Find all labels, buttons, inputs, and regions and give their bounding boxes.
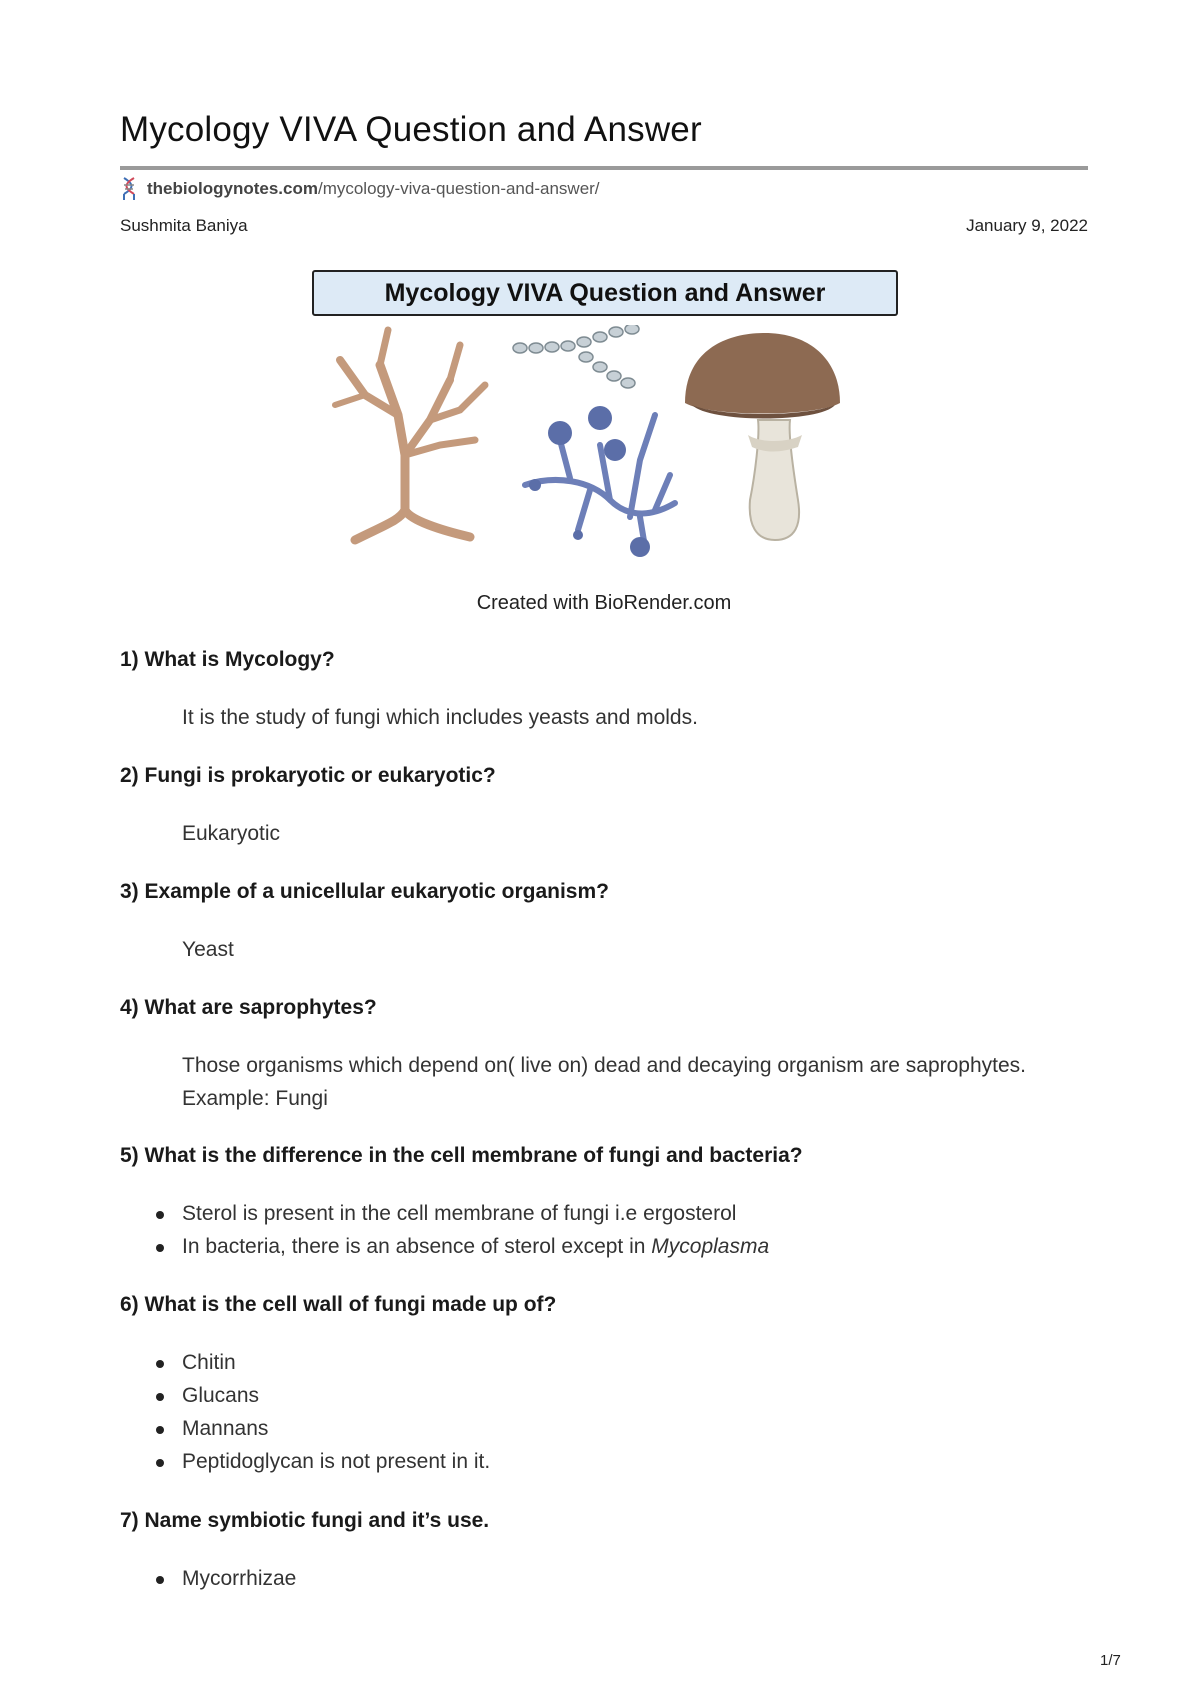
list-item (182, 1562, 1062, 1595)
answer-5-item-2: In bacteria, there is an absence of sterol except in (182, 1235, 646, 1258)
answer-1: It is the study of fungi which includes yeasts and molds. (182, 706, 698, 729)
mycoplasma-term: Mycoplasma (651, 1235, 770, 1258)
answer-6-item-2: Glucans (182, 1384, 260, 1407)
answer-5-list (182, 1197, 1062, 1263)
question-4: 4) What are saprophytes? (120, 996, 377, 1019)
figure-caption: Created with BioRender.com (476, 592, 732, 614)
mold-drawing (525, 406, 675, 557)
answer-3: Yeast (182, 938, 234, 961)
publish-date: January 9, 2022 (966, 216, 1088, 235)
question-2: 2) Fungi is prokaryotic or eukaryotic? (120, 764, 496, 787)
spore-chain-drawing (513, 325, 639, 388)
fungi-illustration (310, 325, 900, 565)
page-number: 1/7 (1100, 1652, 1121, 1669)
author: Sushmita Baniya (120, 216, 248, 235)
meta-row (120, 216, 1088, 236)
hyphae-drawing (335, 330, 485, 540)
source-link[interactable] (120, 177, 600, 201)
list-item (182, 1445, 1062, 1478)
question-6: 6) What is the cell wall of fungi made up of? (120, 1293, 557, 1316)
answer-7-list (182, 1562, 1062, 1595)
source-path[interactable]: /mycology-viva-question-and-answer/ (317, 179, 600, 198)
dna-icon (120, 177, 140, 201)
title-divider (120, 166, 1088, 170)
answer-2: Eukaryotic (182, 822, 281, 845)
answer-6-item-3: Mannans (182, 1417, 269, 1440)
question-5: 5) What is the difference in the cell membrane of fungi and bacteria? (120, 1144, 803, 1167)
source-site[interactable]: thebiologynotes.com (147, 179, 318, 198)
answer-7-item-1: Mycorrhizae (182, 1567, 297, 1590)
list-item (182, 1197, 1062, 1230)
figure-banner: Mycology VIVA Question and Answer (312, 270, 898, 316)
answer-6-item-4: Peptidoglycan is not present in it. (182, 1450, 491, 1473)
page-title: Mycology VIVA Question and Answer (120, 110, 702, 149)
list-item (182, 1230, 1062, 1263)
list-item (182, 1346, 1062, 1379)
question-3: 3) Example of a unicellular eukaryotic organism? (120, 880, 609, 903)
mushroom-drawing (685, 333, 840, 540)
list-item (182, 1412, 1062, 1445)
answer-6-list (182, 1346, 1062, 1478)
answer-6-item-1: Chitin (182, 1351, 236, 1374)
question-1: 1) What is Mycology? (120, 648, 335, 671)
answer-5-item-1: Sterol is present in the cell membrane of fungi i.e ergosterol (182, 1202, 737, 1225)
question-7: 7) Name symbiotic fungi and it’s use. (120, 1509, 490, 1532)
list-item (182, 1379, 1062, 1412)
answer-4: Those organisms which depend on( live on) dead and decaying organism are saprophytes. Example: Fungi (182, 1054, 1026, 1110)
